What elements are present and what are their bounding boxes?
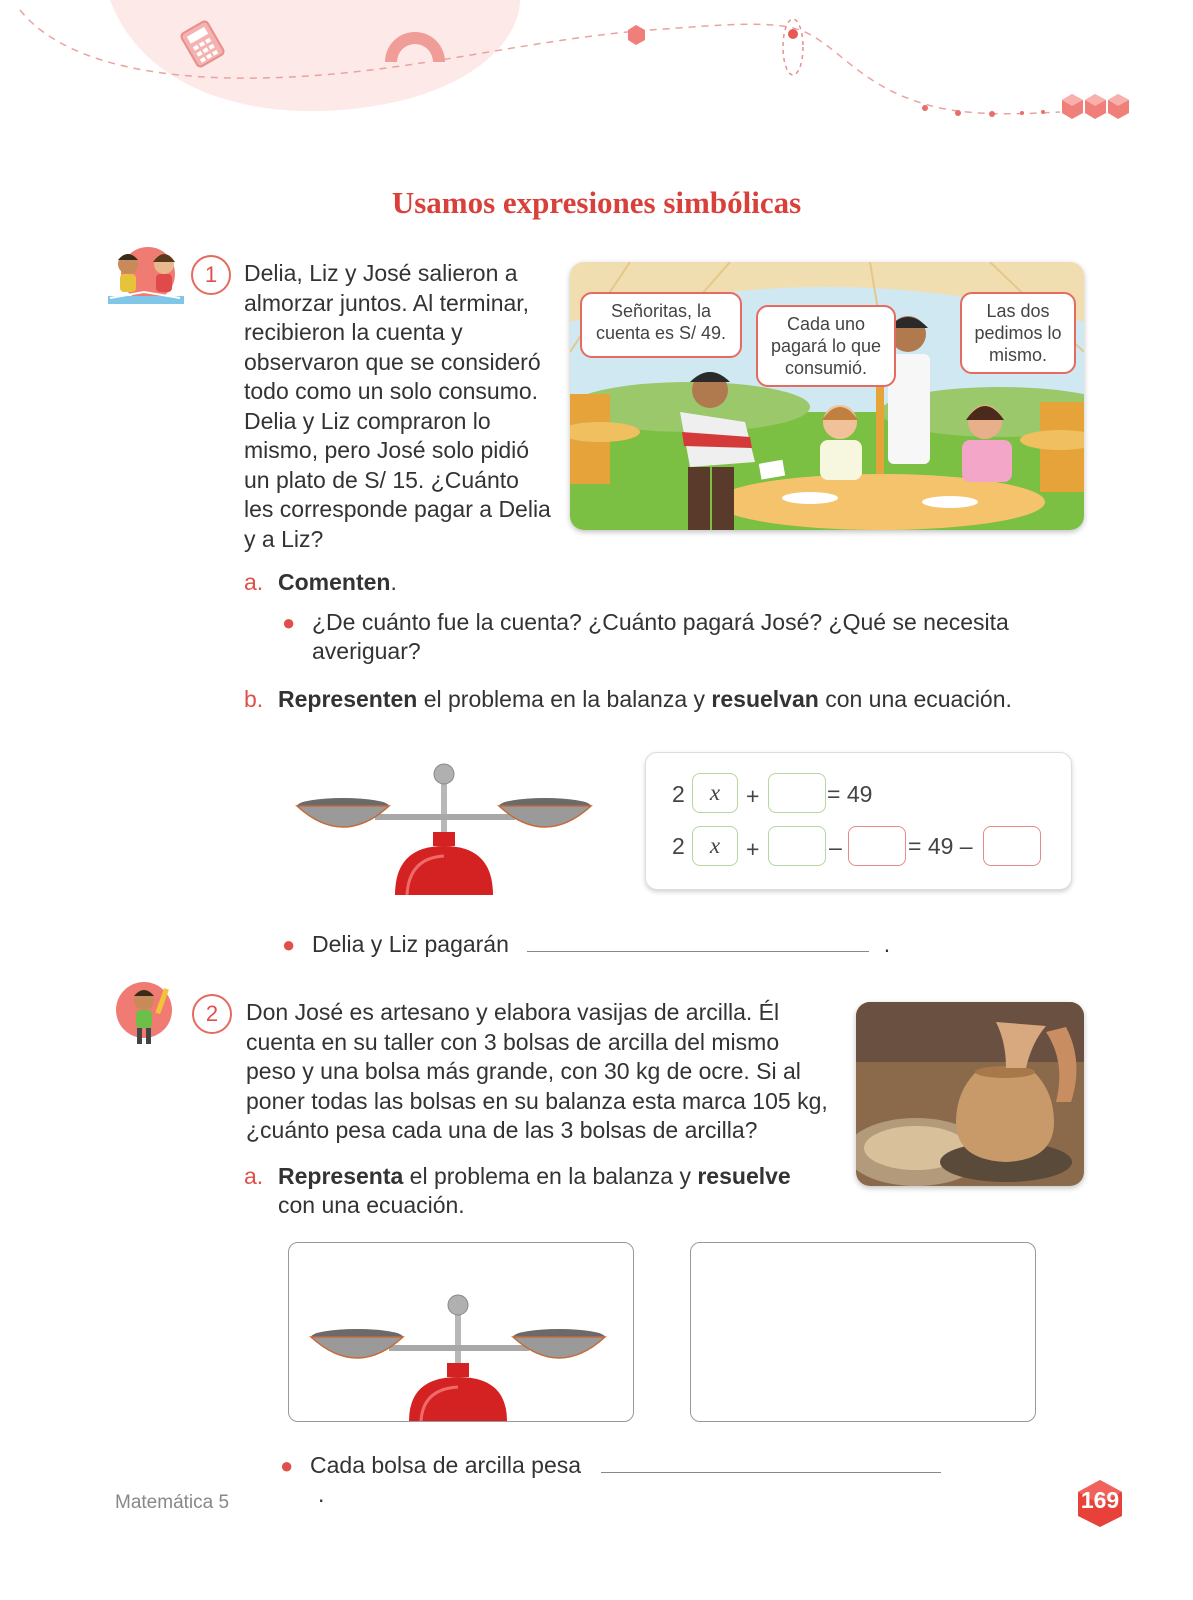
eq1-rhs: = 49 <box>827 781 873 807</box>
eq1-variable: x <box>709 780 721 805</box>
eq1-plus: + <box>746 783 760 809</box>
eq1-coefficient: 2 <box>672 781 685 807</box>
eq2-constant-box[interactable] <box>768 826 826 866</box>
eq1-constant-box[interactable] <box>768 773 826 813</box>
problem-2-number: 2 <box>192 994 232 1034</box>
eq2-minus: – <box>829 834 842 860</box>
problem-1-number: 1 <box>191 255 231 295</box>
children-reading-icon <box>104 246 186 310</box>
page-title: Usamos expresiones simbólicas <box>391 185 802 220</box>
eq2-coefficient: 2 <box>672 833 685 859</box>
eq2-variable: x <box>709 833 721 858</box>
problem-1-part-a-bullet: ● ¿De cuánto fue la cuenta? ¿Cuánto pagará José? ¿Qué se necesita averiguar? <box>282 609 1009 664</box>
answer-2-line[interactable] <box>601 1472 941 1473</box>
page-number: 169 <box>1080 1487 1120 1513</box>
cube-icon <box>628 25 645 45</box>
equation-box <box>645 752 1072 890</box>
problem-2-part-a: a. Representa el problema en la balanza y resuelve con una ecuación. <box>244 1163 791 1218</box>
answer-1-line[interactable] <box>527 951 869 952</box>
footer-subject: Matemática 5 <box>115 1492 230 1513</box>
balance-scale-1 <box>295 760 595 895</box>
boy-pencil-icon <box>114 980 180 1050</box>
problem-1-part-b: b. Representen el problema en la balanza y resuelvan con una ecuación. <box>244 686 1012 712</box>
problem-1-text: Delia, Liz y José salieron a almorzar juntos. Al terminar, recibieron la cuenta y observaron que se consideró todo como un solo consumo. Delia y Liz compraron lo mismo, pero José solo pidió un plato de S/ 15. ¿Cuánto les corresponde pagar a Delia y a Liz? <box>244 260 551 552</box>
eq1-x-box[interactable] <box>692 773 738 813</box>
eq2-rhs: = 49 – <box>908 833 973 859</box>
eq2-plus: + <box>746 836 760 862</box>
problem-2-answer: ● Cada bolsa de arcilla pesa . <box>310 1451 960 1509</box>
equation-work-area[interactable] <box>690 1242 1036 1422</box>
balance-scale-2 <box>309 1291 609 1421</box>
problem-2-text: Don José es artesano y elabora vasijas de arcilla. Él cuenta en su taller con 3 bolsas de arcilla del mismo peso y una bolsa más grande, con 30 kg de ocre. Si al poner todas las bolsas en su balanza esta marca 105 kg, ¿cuánto pesa cada una de las 3 bolsas de arcilla? <box>246 999 828 1143</box>
pottery-photo <box>856 1002 1084 1186</box>
eq2-subtract-left-box[interactable] <box>848 826 906 866</box>
eq2-subtract-right-box[interactable] <box>983 826 1041 866</box>
problem-1-part-a: a. Comenten. <box>244 569 397 595</box>
header-decoration <box>0 0 1193 140</box>
speech-bubble-waiter: Señoritas, la cuenta es S/ 49. <box>580 292 742 358</box>
speech-bubble-girl: Cada uno pagará lo que consumió. <box>756 305 896 387</box>
balance-frame <box>288 1242 634 1422</box>
problem-1-answer: ● Delia y Liz pagarán . <box>282 931 891 957</box>
speech-bubble-other: Las dos pedimos lo mismo. <box>960 292 1076 374</box>
eq2-x-box[interactable] <box>692 826 738 866</box>
